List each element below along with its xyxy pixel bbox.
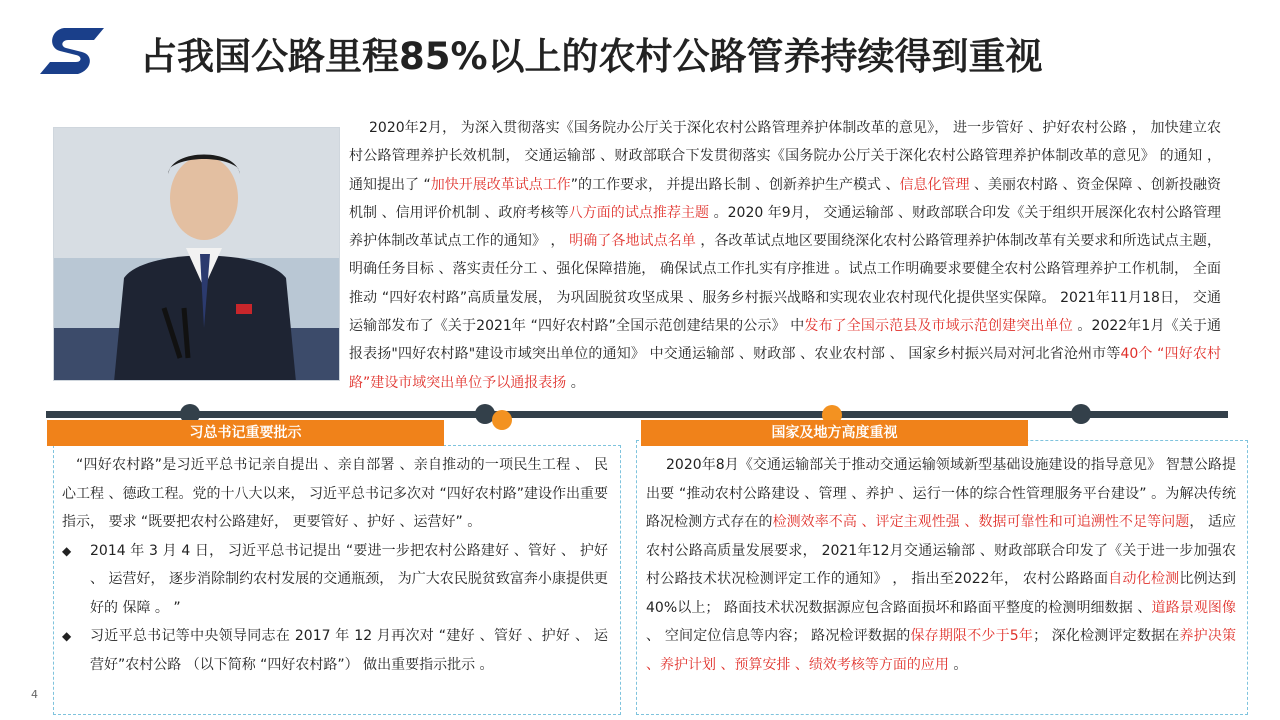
highlight-text: 道路景观图像 bbox=[1151, 599, 1237, 616]
highlight-text: 保存期限不少于5年 bbox=[910, 628, 1034, 644]
body-text: 2020年8月《交通运输部关于推动交通运输领域新型基础设施建设的指导意见》 智慧公路提出要 “推动农村公路建设 、管理 、养护 、运行一体的综合性管理服务平台建设” 。为解决传统路况检测方式存在的 bbox=[646, 457, 1236, 530]
page-title: 占我国公路里程85%以上的农村公路管养持续得到重视 bbox=[140, 35, 1043, 78]
speaker-photo bbox=[53, 127, 340, 381]
timeline-dot bbox=[492, 410, 512, 430]
left-intro: “四好农村路”是习近平总书记亲自提出 、亲自部署 、亲自推动的一项民生工程 、 民心工程 、德政工程。党的十八大以来， 习近平总书记多次对 “四好农村路”建设作出重要指示， 要求 “既要把农村公路建好， 更要管好 、护好 、运营好” 。 bbox=[62, 457, 608, 530]
highlight-text: 自动化检测 bbox=[1108, 571, 1180, 587]
body-text: 。 bbox=[566, 374, 585, 391]
bullet-text: 习近平总书记等中央领导同志在 2017 年 12 月再次对 “建好 、管好 、护好 、 运营好”农村公路 （以下简称 “四好农村路”） 做出重要指示批示 。 bbox=[90, 628, 608, 673]
body-text: 。 bbox=[948, 656, 968, 673]
highlight-text: 八方面的试点推荐主题 bbox=[568, 204, 710, 221]
diamond-bullet-icon: ◆ bbox=[62, 629, 72, 643]
highlight-text: 40个 “四好农村路”建设市域突出单位予以通报表扬 bbox=[349, 346, 1221, 391]
right-panel-header: 国家及地方高度重视 bbox=[641, 420, 1028, 446]
body-text: 。2020 年9月， 交通运输部 、财政部联合印发《关于组织开展深化农村公路管理养护体制改革试点工作的通知》 ， bbox=[349, 204, 1222, 250]
top-paragraph bbox=[349, 114, 1221, 397]
highlight-text: 检测效率不高 、评定主观性强 、数据可靠性和可追溯性不足等问题 bbox=[772, 514, 1190, 530]
body-text: 2020年2月， 为深入贯彻落实《国务院办公厅关于深化农村公路管理养护体制改革的意见》， 进一步管好 、护好农村公路 ， 加快建立农村公路管理养护长效机制， 交通运输部 、财政部联合下发贯彻落实《国务院办公厅关于深化农村公路管理养护体制改革的意见》 的通知 ， 通知提出了 “ bbox=[349, 120, 1221, 193]
body-text: 、 空间定位信息等内容； 路况检评数据的 bbox=[646, 628, 911, 644]
body-text: 、美丽农村路 、资金保障 、创新投融资机制 、信用评价机制 、政府考核等 bbox=[349, 176, 1222, 221]
body-text: ”的工作要求， 并提出路长制 、创新养护生产模式 、 bbox=[570, 176, 900, 193]
body-text: ； 深化检测评定数据在 bbox=[1033, 628, 1180, 644]
bullet-text: 2014 年 3 月 4 日， 习近平总书记提出 “要进一步把农村公路建好 、管好 、 护好 、 运营好， 逐步消除制约农村发展的交通瓶颈， 为广大农民脱贫致富奔小康提供更好的 保障 。 ” bbox=[90, 542, 608, 616]
highlight-text: 加快开展改革试点工作 bbox=[430, 176, 571, 193]
right-panel-text bbox=[646, 451, 1236, 679]
body-text: ，各改革试点地区要围绕深化农村公路管理养护体制改革有关要求和所选试点主题， 明确任务目标 、落实责任分工 、强化保障措施， 确保试点工作扎实有序推进 。试点工作明确要求要健全农村公路管理养护工作机制， 全面推动 “四好农村路”高质量发展， 为巩固脱贫攻坚成果 、服务乡村振兴战略和实现农业农村现代化提供坚实保障。 2021年11月18日， 交通运输部发布了《关于2021年 “四好农村路”全国示范创建结果的公示》 中 bbox=[349, 233, 1222, 335]
timeline-bar bbox=[46, 411, 1228, 418]
body-text: 。2022年1月《关于通报表扬"四好农村路"建设市域突出单位的通知》 中交通运输部 、财政部 、农业农村部 、 国家乡村振兴局对河北省沧州市等 bbox=[349, 318, 1221, 363]
highlight-text: 发布了全国示范县及市域示范创建突出单位 bbox=[804, 318, 1073, 335]
highlight-text: 养护决策 、养护计划 、预算安排 、绩效考核等方面的应用 bbox=[646, 628, 1237, 673]
left-panel-text bbox=[62, 451, 608, 679]
page-number: 4 bbox=[31, 688, 38, 701]
body-text: ， 适应农村公路高质量发展要求， 2021年12月交通运输部 、财政部联合印发了《关于进一步加强农村公路技术状况检测评定工作的通知》 ， 指出至2022年， 农村公路路面 bbox=[646, 514, 1237, 587]
list-item bbox=[62, 622, 608, 679]
left-panel-header: 习总书记重要批示 bbox=[47, 420, 444, 446]
diamond-bullet-icon: ◆ bbox=[62, 543, 72, 558]
body-text: 比例达到40%以上； 路面技术状况数据源应包含路面损坏和路面平整度的检测明细数据 、 bbox=[646, 571, 1237, 616]
logo-icon bbox=[38, 26, 106, 76]
list-item bbox=[62, 537, 608, 623]
highlight-text: 信息化管理 bbox=[899, 176, 970, 193]
timeline-dot bbox=[1071, 404, 1091, 424]
highlight-text: 明确了各地试点名单 bbox=[569, 233, 696, 250]
